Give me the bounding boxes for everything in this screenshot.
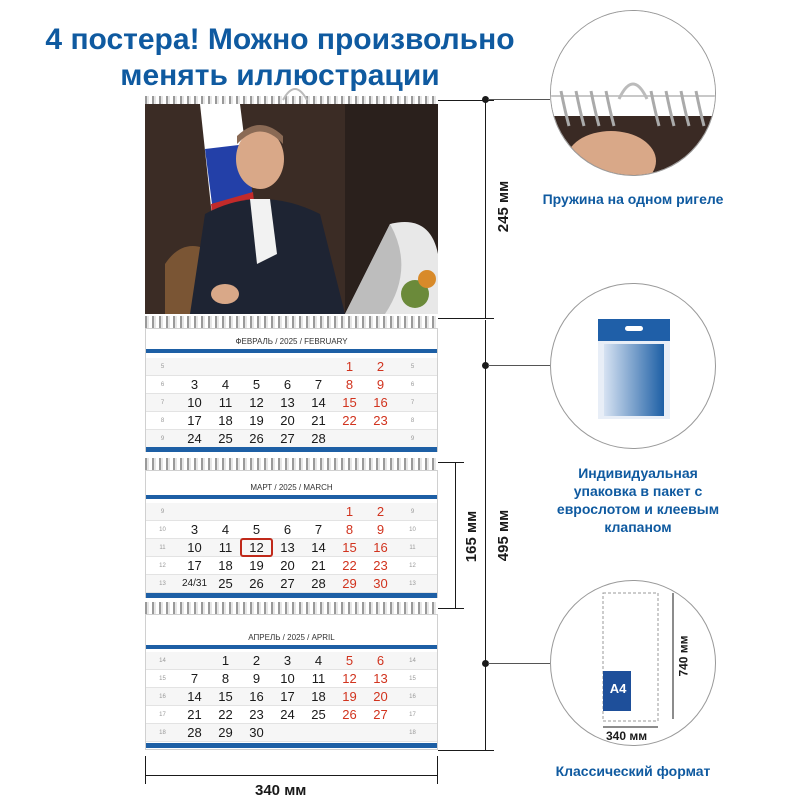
day-cell: 9 xyxy=(376,522,385,537)
mar-spring xyxy=(145,458,438,470)
day-cell xyxy=(303,503,334,520)
month-grid xyxy=(146,503,437,593)
day-cell: 4 xyxy=(314,653,323,668)
week-row xyxy=(146,376,437,394)
week-row xyxy=(146,503,437,521)
week-row xyxy=(146,412,437,430)
day-cell: 8 xyxy=(221,671,230,686)
day-cell: 10 xyxy=(280,671,295,686)
day-cell: 25 xyxy=(218,431,233,446)
day-cell: 16 xyxy=(373,395,388,410)
day-cell: 9 xyxy=(252,671,261,686)
day-cell: 5 xyxy=(252,522,261,537)
connector-3 xyxy=(488,663,550,664)
week-row xyxy=(146,575,437,593)
day-cell xyxy=(303,724,334,741)
week-number-right: 6 xyxy=(410,382,415,388)
day-cell: 16 xyxy=(249,689,264,704)
day-cell: 26 xyxy=(342,707,357,722)
day-cell: 12 xyxy=(342,671,357,686)
week-number: 16 xyxy=(159,694,166,700)
month-bar-bottom xyxy=(146,447,437,452)
day-cell: 30 xyxy=(249,725,264,740)
dim-photo-label: 245 мм xyxy=(495,180,513,233)
week-row xyxy=(146,394,437,412)
package-circle xyxy=(550,283,716,449)
day-cell: 24/31 xyxy=(181,578,208,589)
headline-line-2: менять иллюстрации xyxy=(120,59,440,92)
day-cell: 22 xyxy=(342,558,357,573)
connector-2 xyxy=(488,365,550,366)
day-cell: 24 xyxy=(280,707,295,722)
day-cell: 24 xyxy=(187,431,202,446)
week-number: 18 xyxy=(159,730,166,736)
day-cell: 3 xyxy=(190,522,199,537)
month-grid xyxy=(146,652,437,742)
week-number: 9 xyxy=(160,436,165,442)
week-number-right: 17 xyxy=(409,712,416,718)
month-bar-top xyxy=(146,349,437,353)
day-cell xyxy=(179,652,210,669)
day-cell: 19 xyxy=(249,558,264,573)
day-cell: 11 xyxy=(218,395,233,410)
month-title: МАРТ / 2025 / MARCH xyxy=(250,483,333,492)
week-number-right: 11 xyxy=(409,545,416,551)
day-cell: 28 xyxy=(187,725,202,740)
calendar-march xyxy=(145,470,438,598)
poster-photo xyxy=(145,104,438,314)
dim-width-label: 340 мм xyxy=(255,782,307,799)
headline-line-1: 4 постера! Можно произвольно xyxy=(45,23,515,56)
day-cell: 3 xyxy=(283,653,292,668)
day-cell: 4 xyxy=(221,522,230,537)
day-cell: 27 xyxy=(280,431,295,446)
dim-width-tick-right xyxy=(437,756,438,784)
dim-total-tick-bottom xyxy=(438,750,494,751)
day-cell: 15 xyxy=(342,540,357,555)
week-number: 14 xyxy=(159,658,166,664)
day-cell xyxy=(272,503,303,520)
day-cell xyxy=(272,358,303,375)
day-cell xyxy=(179,358,210,375)
day-cell: 18 xyxy=(218,413,233,428)
day-cell: 27 xyxy=(280,576,295,591)
day-cell: 5 xyxy=(345,653,354,668)
day-cell: 22 xyxy=(218,707,233,722)
month-bar-bottom xyxy=(146,593,437,598)
day-cell xyxy=(210,503,241,520)
day-cell: 17 xyxy=(280,689,295,704)
week-row xyxy=(146,539,437,557)
day-cell xyxy=(365,430,396,447)
week-number: 10 xyxy=(159,527,166,533)
day-cell: 19 xyxy=(342,689,357,704)
dim-block-line xyxy=(455,462,456,608)
week-number: 13 xyxy=(159,581,166,587)
day-cell: 1 xyxy=(345,504,354,519)
connector-1 xyxy=(488,99,550,100)
day-cell: 21 xyxy=(311,558,326,573)
day-cell: 12 xyxy=(241,539,272,556)
day-cell: 23 xyxy=(373,558,388,573)
day-cell: 6 xyxy=(283,377,292,392)
week-number: 17 xyxy=(159,712,166,718)
week-number-right: 18 xyxy=(409,730,416,736)
day-cell: 25 xyxy=(218,576,233,591)
day-cell: 9 xyxy=(376,377,385,392)
day-cell: 18 xyxy=(311,689,326,704)
week-number-right: 10 xyxy=(409,527,416,533)
week-number: 6 xyxy=(160,382,165,388)
dim-total-tick-top xyxy=(438,318,494,319)
day-cell: 7 xyxy=(314,377,323,392)
week-number-right: 12 xyxy=(409,563,416,569)
day-cell: 29 xyxy=(218,725,233,740)
day-cell: 11 xyxy=(218,540,233,555)
week-row xyxy=(146,688,437,706)
day-cell: 23 xyxy=(249,707,264,722)
day-cell: 26 xyxy=(249,576,264,591)
day-cell: 28 xyxy=(311,431,326,446)
day-cell: 10 xyxy=(187,395,202,410)
week-number-right: 9 xyxy=(410,509,415,515)
week-row xyxy=(146,652,437,670)
day-cell xyxy=(334,430,365,447)
week-number: 11 xyxy=(159,545,166,551)
month-bar-top xyxy=(146,495,437,499)
day-cell: 17 xyxy=(187,413,202,428)
dim-total-line xyxy=(485,320,486,750)
dim-block-tick-top xyxy=(438,462,464,463)
day-cell: 13 xyxy=(373,671,388,686)
day-cell: 26 xyxy=(249,431,264,446)
day-cell: 21 xyxy=(311,413,326,428)
day-cell: 28 xyxy=(311,576,326,591)
format-circle xyxy=(550,580,716,746)
month-bar-bottom xyxy=(146,743,437,748)
week-number: 7 xyxy=(160,400,165,406)
day-cell: 1 xyxy=(345,359,354,374)
day-cell xyxy=(241,503,272,520)
day-cell: 18 xyxy=(218,558,233,573)
week-row xyxy=(146,724,437,742)
day-cell: 21 xyxy=(187,707,202,722)
day-cell: 20 xyxy=(373,689,388,704)
month-title: АПРЕЛЬ / 2025 / APRIL xyxy=(248,633,335,642)
day-cell: 17 xyxy=(187,558,202,573)
dim-photo-line xyxy=(485,100,486,318)
day-cell: 4 xyxy=(221,377,230,392)
day-cell: 8 xyxy=(345,522,354,537)
day-cell: 14 xyxy=(311,395,326,410)
week-number-right: 9 xyxy=(410,436,415,442)
a4-width-label: 340 мм xyxy=(606,729,648,743)
day-cell: 29 xyxy=(342,576,357,591)
week-row xyxy=(146,706,437,724)
day-cell xyxy=(272,724,303,741)
dim-width-line xyxy=(145,775,438,776)
day-cell xyxy=(210,358,241,375)
week-row xyxy=(146,557,437,575)
week-number-right: 7 xyxy=(410,400,415,406)
week-row xyxy=(146,358,437,376)
day-cell: 27 xyxy=(373,707,388,722)
week-row xyxy=(146,521,437,539)
month-grid xyxy=(146,358,437,448)
day-cell: 8 xyxy=(345,377,354,392)
day-cell: 23 xyxy=(373,413,388,428)
week-number-right: 8 xyxy=(410,418,415,424)
day-cell: 1 xyxy=(221,653,230,668)
day-cell xyxy=(303,358,334,375)
dim-block-label: 165 мм xyxy=(463,510,481,563)
month-bar-top xyxy=(146,645,437,649)
day-cell: 7 xyxy=(190,671,199,686)
week-row xyxy=(146,430,437,448)
day-cell xyxy=(365,724,396,741)
calendar-april xyxy=(145,614,438,750)
day-cell: 15 xyxy=(342,395,357,410)
day-cell: 2 xyxy=(252,653,261,668)
week-number: 9 xyxy=(160,509,165,515)
day-cell: 7 xyxy=(314,522,323,537)
feb-spring xyxy=(145,316,438,328)
day-cell: 5 xyxy=(252,377,261,392)
dim-width-tick-left xyxy=(145,756,146,784)
day-cell: 11 xyxy=(311,671,326,686)
day-cell: 2 xyxy=(376,504,385,519)
week-number-right: 15 xyxy=(409,676,416,682)
day-cell: 22 xyxy=(342,413,357,428)
day-cell: 6 xyxy=(376,653,385,668)
day-cell: 15 xyxy=(218,689,233,704)
a4-height-label: 740 мм xyxy=(676,635,691,677)
dim-total-label: 495 мм xyxy=(495,509,513,562)
day-cell: 14 xyxy=(187,689,202,704)
week-number-right: 5 xyxy=(410,364,415,370)
apr-spring xyxy=(145,602,438,614)
day-cell: 16 xyxy=(373,540,388,555)
week-number: 12 xyxy=(159,563,166,569)
day-cell: 20 xyxy=(280,413,295,428)
week-number: 8 xyxy=(160,418,165,424)
month-title: ФЕВРАЛЬ / 2025 / FEBRUARY xyxy=(235,337,348,346)
day-cell xyxy=(241,358,272,375)
spring-detail-circle xyxy=(550,10,716,176)
caption-package: Индивидуальная упаковка в пакет с еврослотом и клеевым клапаном xyxy=(556,465,720,535)
week-number-right: 13 xyxy=(409,581,416,587)
day-cell xyxy=(334,724,365,741)
day-cell: 12 xyxy=(249,395,264,410)
week-number: 15 xyxy=(159,676,166,682)
day-cell: 19 xyxy=(249,413,264,428)
week-row xyxy=(146,670,437,688)
day-cell: 30 xyxy=(373,576,388,591)
day-cell: 25 xyxy=(311,707,326,722)
caption-format: Классический формат xyxy=(555,763,711,779)
a4-label: A4 xyxy=(609,681,627,696)
poster-illustration xyxy=(145,104,438,314)
dim-block-tick-bottom xyxy=(438,608,464,609)
hanger-hook xyxy=(280,82,310,102)
day-cell: 10 xyxy=(187,540,202,555)
day-cell: 6 xyxy=(283,522,292,537)
day-cell: 13 xyxy=(280,540,295,555)
calendar-february xyxy=(145,328,438,452)
week-number: 5 xyxy=(160,364,165,370)
day-cell: 20 xyxy=(280,558,295,573)
day-cell xyxy=(179,503,210,520)
day-cell: 13 xyxy=(280,395,295,410)
day-cell: 3 xyxy=(190,377,199,392)
caption-spring: Пружина на одном ригеле xyxy=(542,191,724,207)
week-number-right: 14 xyxy=(409,658,416,664)
day-cell: 14 xyxy=(311,540,326,555)
week-number-right: 16 xyxy=(409,694,416,700)
day-cell: 2 xyxy=(376,359,385,374)
